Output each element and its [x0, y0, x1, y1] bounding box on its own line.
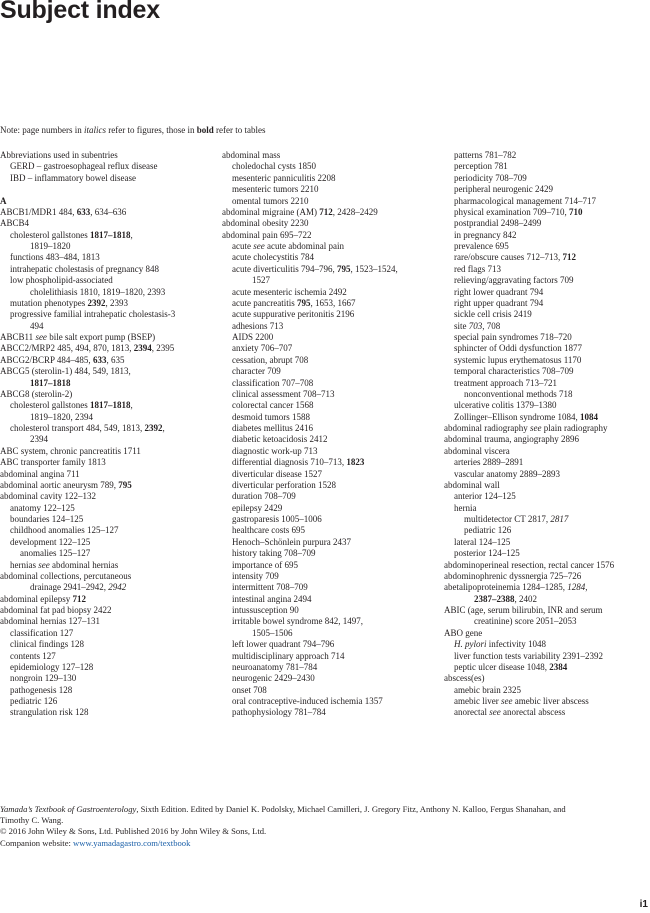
index-subentry: neuroanatomy 781–784: [232, 661, 318, 672]
index-subentry: desmoid tumors 1588: [232, 411, 310, 422]
index-subentry: functions 483–484, 1813: [10, 252, 100, 263]
index-subentry: intussusception 90: [232, 605, 299, 615]
index-entry: ABCG8 (sterolin-2): [0, 388, 73, 399]
index-subentry: development 122–125: [10, 536, 91, 547]
index-subentry: intensity 709: [232, 570, 279, 581]
index-entry: abscess(es): [444, 673, 485, 684]
index-entry: ABCB4: [0, 218, 30, 229]
index-subentry: clinical findings 128: [10, 639, 84, 650]
index-subentry: epidemiology 127–128: [10, 661, 94, 672]
index-subentry: diverticular perforation 1528: [232, 479, 336, 490]
index-entry: abdominal cavity 122–132: [0, 491, 96, 502]
index-subentry: low phospholipid-associated: [10, 275, 113, 286]
index-subentry: choledochal cysts 1850: [232, 161, 316, 172]
index-subentry: right lower quadrant 794: [454, 286, 544, 297]
index-column-2: [222, 150, 440, 719]
index-entry: ABO gene: [444, 627, 483, 638]
index-subentry: adhesions 713: [232, 320, 284, 331]
index-subentry: peptic ulcer disease 1048, 2384: [454, 661, 568, 672]
index-subentry: cholesterol transport 484, 549, 1813, 2392,: [10, 423, 165, 433]
index-subentry: acute cholecystitis 784: [232, 252, 314, 263]
index-subentry: classification 127: [10, 627, 74, 638]
index-subentry: amebic liver see amebic liver abscess: [454, 696, 589, 706]
index-entry: ABIC (age, serum bilirubin, INR and serum: [444, 605, 603, 615]
index-subentry: diverticular disease 1527: [232, 468, 322, 479]
index-subentry: strangulation risk 128: [10, 707, 89, 718]
index-subentry: mesenteric tumors 2210: [232, 184, 319, 195]
index-subentry: pathophysiology 781–784: [232, 707, 326, 718]
index-entry: ABCG5 (sterolin-1) 484, 549, 1813,: [0, 366, 131, 377]
index-subentry: importance of 695: [232, 559, 298, 570]
index-subentry: contents 127: [10, 650, 56, 661]
page-title: Subject index: [0, 0, 160, 24]
index-subentry: childhood anomalies 125–127: [10, 525, 119, 536]
index-subentry: character 709: [232, 366, 281, 377]
index-subentry: onset 708: [232, 684, 267, 695]
index-subentry: omental tumors 2210: [232, 195, 309, 206]
index-subentry: diagnostic work-up 713: [232, 445, 318, 456]
index-subentry: anatomy 122–125: [10, 502, 75, 513]
index-subentry: Henoch–Schönlein purpura 2437: [232, 536, 351, 547]
index-entry: Abbreviations used in subentries: [0, 150, 118, 160]
index-subentry: anorectal see anorectal abscess: [454, 707, 566, 718]
index-subentry: H. pylori infectivity 1048: [454, 639, 546, 650]
index-subentry: differential diagnosis 710–713, 1823: [232, 457, 365, 468]
index-entry: abdominal radiography see plain radiography: [444, 423, 608, 433]
index-subentry: systemic lupus erythematosus 1170: [454, 354, 582, 365]
footer-line-2: Timothy C. Wang.: [0, 815, 64, 826]
index-subentry: anomalies 125–127: [20, 548, 91, 559]
index-subentry: irritable bowel syndrome 842, 1497,: [232, 616, 363, 627]
index-entry: ABC system, chronic pancreatitis 1711: [0, 445, 141, 456]
index-subentry: ulcerative colitis 1379–1380: [454, 400, 557, 411]
note-text: Note: page numbers in italics refer to figures, those in bold refer to tables: [0, 125, 266, 135]
index-entry: abdominal mass: [222, 150, 281, 160]
index-subentry: acute suppurative peritonitis 2196: [232, 309, 355, 320]
index-subentry: nongroin 129–130: [10, 673, 77, 684]
index-subentry: AIDS 2200: [232, 332, 274, 342]
index-column-3: [444, 150, 650, 719]
index-subentry: mutation phenotypes 2392, 2393: [10, 297, 128, 308]
index-subentry: drainage 2941–2942, 2942: [30, 582, 127, 593]
index-entry: abdominal pain 695–722: [222, 229, 312, 240]
index-subentry: oral contraceptive-induced ischemia 1357: [232, 696, 383, 706]
index-subentry: IBD – inflammatory bowel disease: [10, 172, 136, 183]
index-entry: abdominal wall: [444, 479, 500, 490]
index-subentry: relieving/aggravating factors 709: [454, 275, 574, 286]
index-subentry: special pain syndromes 718–720: [454, 332, 572, 342]
index-subentry: colorectal cancer 1568: [232, 400, 314, 411]
index-subentry: 2387–2388, 2402: [474, 593, 537, 604]
index-subentry: clinical assessment 708–713: [232, 388, 335, 399]
index-entry: abdominal angina 711: [0, 468, 80, 479]
index-subentry: multidetector CT 2817, 2817: [464, 514, 569, 524]
index-subentry: 1819–1820, 2394: [30, 411, 93, 422]
index-entry: ABCC2/MRP2 485, 494, 870, 1813, 2394, 2395: [0, 343, 175, 354]
index-subentry: intermittent 708–709: [232, 582, 308, 593]
index-subentry: in pregnancy 842: [454, 229, 517, 240]
section-letter: A: [0, 195, 7, 206]
index-subentry: cholesterol gallstones 1817–1818,: [10, 400, 133, 411]
index-subentry: classification 707–708: [232, 377, 314, 388]
index-subentry: pediatric 126: [10, 696, 58, 706]
index-subentry: neurogenic 2429–2430: [232, 673, 315, 684]
index-subentry: left lower quadrant 794–796: [232, 639, 335, 650]
index-subentry: periodicity 708–709: [454, 172, 527, 183]
index-subentry: intestinal angina 2494: [232, 593, 312, 604]
index-entry: ABCB1/MDR1 484, 633, 634–636: [0, 206, 127, 217]
index-subentry: hernia: [454, 502, 477, 513]
index-subentry: history taking 708–709: [232, 548, 316, 559]
index-subentry: posterior 124–125: [454, 548, 520, 559]
index-subentry: mesenteric panniculitis 2208: [232, 172, 336, 183]
index-subentry: lateral 124–125: [454, 536, 511, 547]
index-subentry: liver function tests variability 2391–2392: [454, 650, 603, 661]
index-entry: abdominal aortic aneurysm 789, 795: [0, 479, 132, 490]
index-subentry: pharmacological management 714–717: [454, 195, 596, 206]
index-subentry: prevalence 695: [454, 241, 509, 251]
index-subentry: gastroparesis 1005–1006: [232, 514, 322, 524]
index-subentry: GERD – gastroesophageal reflux disease: [10, 161, 158, 172]
index-subentry: 1527: [252, 275, 270, 286]
index-subentry: epilepsy 2429: [232, 502, 283, 513]
index-entry: abdominal viscera: [444, 445, 510, 456]
index-entry: ABCB11 see bile salt export pump (BSEP): [0, 332, 156, 342]
index-entry: abetalipoproteinemia 1284–1285, 1284,: [444, 582, 588, 593]
index-subentry: cholesterol gallstones 1817–1818,: [10, 229, 133, 240]
index-subentry: acute pancreatitis 795, 1653, 1667: [232, 297, 356, 308]
footer-line-1: Yamada’s Textbook of Gastroenterology, Sixth Edition. Edited by Daniel K. Podolsky, Michael Camilleri, J. Gregory Fitz, Anthony N. Kalloo, Fergus Shanahan, and: [0, 804, 566, 814]
index-entry: abdominoperineal resection, rectal cancer 1576: [444, 559, 615, 570]
index-subentry: perception 781: [454, 161, 508, 172]
index-subentry: anterior 124–125: [454, 491, 516, 502]
index-subentry: 494: [30, 320, 44, 331]
index-subentry: acute mesenteric ischemia 2492: [232, 286, 347, 297]
index-subentry: red flags 713: [454, 263, 501, 274]
index-subentry: diabetic ketoacidosis 2412: [232, 434, 328, 445]
index-subentry: sphincter of Oddi dysfunction 1877: [454, 343, 582, 354]
index-subentry: right upper quadrant 794: [454, 297, 544, 308]
index-entry: abdominophrenic dyssnergia 725–726: [444, 570, 582, 581]
index-subentry: hernias see abdominal hernias: [10, 559, 119, 570]
index-subentry: site 703, 708: [454, 320, 501, 331]
index-subentry: temporal characteristics 708–709: [454, 366, 574, 377]
footer-line-3: © 2016 John Wiley & Sons, Ltd. Published 2016 by John Wiley & Sons, Ltd.: [0, 826, 267, 837]
index-subentry: pathogenesis 128: [10, 684, 73, 695]
index-subentry: arteries 2889–2891: [454, 457, 524, 468]
index-entry: abdominal epilepsy 712: [0, 593, 86, 604]
index-subentry: diabetes mellitus 2416: [232, 423, 313, 433]
index-subentry: cessation, abrupt 708: [232, 354, 309, 365]
index-subentry: acute see acute abdominal pain: [232, 241, 344, 251]
footer-website-label: Companion website:: [0, 837, 74, 848]
index-subentry: postprandial 2498–2499: [454, 218, 542, 229]
index-subentry: 1819–1820: [30, 241, 71, 251]
index-column-1: [0, 150, 215, 719]
index-subentry: amebic brain 2325: [454, 684, 521, 695]
index-subentry: healthcare costs 695: [232, 525, 305, 536]
index-entry: abdominal hernias 127–131: [0, 616, 100, 627]
index-subentry: vascular anatomy 2889–2893: [454, 468, 560, 479]
index-subentry: 1505–1506: [252, 627, 293, 638]
index-subentry: Zollinger–Ellison syndrome 1084, 1084: [454, 411, 598, 422]
index-subentry: physical examination 709–710, 710: [454, 206, 583, 217]
index-subentry: 1817–1818: [30, 377, 71, 388]
index-subentry: duration 708–709: [232, 491, 296, 502]
index-entry: ABC transporter family 1813: [0, 457, 106, 468]
index-subentry: peripheral neurogenic 2429: [454, 184, 553, 195]
index-subentry: treatment approach 713–721: [454, 377, 557, 388]
index-entry: abdominal obesity 2230: [222, 218, 309, 229]
index-subentry: progressive familial intrahepatic cholestasis-3: [10, 309, 176, 320]
index-subentry: boundaries 124–125: [10, 514, 84, 524]
index-entry: ABCG2/BCRP 484–485, 633, 635: [0, 354, 125, 365]
index-subentry: creatinine) score 2051–2053: [474, 616, 577, 627]
index-subentry: nonconventional methods 718: [464, 388, 573, 399]
index-subentry: pediatric 126: [464, 525, 512, 536]
index-subentry: intrahepatic cholestasis of pregnancy 848: [10, 263, 159, 274]
index-subentry: multidisciplinary approach 714: [232, 650, 345, 661]
index-entry: abdominal trauma, angiography 2896: [444, 434, 579, 445]
index-subentry: anxiety 706–707: [232, 343, 293, 354]
index-spacer: [0, 184, 215, 195]
index-subentry: patterns 781–782: [454, 150, 517, 160]
index-entry: abdominal migraine (AM) 712, 2428–2429: [222, 206, 378, 217]
index-subentry: acute diverticulitis 794–796, 795, 1523–1524,: [232, 263, 398, 274]
index-subentry: rare/obscure causes 712–713, 712: [454, 252, 576, 263]
index-entry: abdominal collections, percutaneous: [0, 570, 132, 581]
index-entry: abdominal fat pad biopsy 2422: [0, 605, 112, 615]
page-number: i1: [639, 899, 648, 910]
companion-website-link[interactable]: www.yamadagastro.com/textbook: [73, 837, 191, 848]
footer: [0, 804, 650, 849]
index-subentry: sickle cell crisis 2419: [454, 309, 532, 320]
footer-line-4: [0, 838, 650, 849]
index-subentry: cholelithiasis 1810, 1819–1820, 2393: [30, 286, 166, 297]
index-subentry: 2394: [30, 434, 48, 445]
